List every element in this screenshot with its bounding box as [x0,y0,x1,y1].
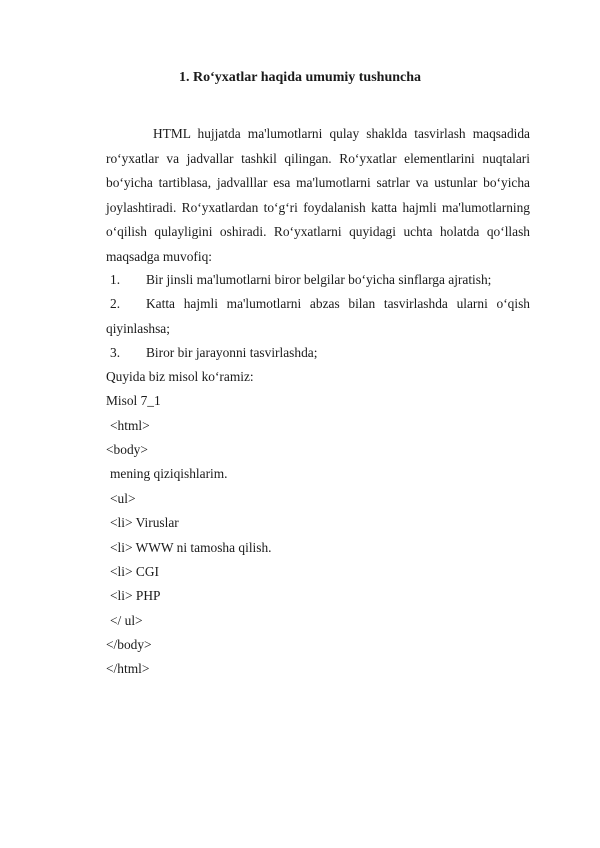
code-line: <html> [110,418,150,433]
list-item [106,268,530,293]
code-line: </html> [106,661,150,676]
code-line: mening qiziqishlarim. [110,466,228,481]
list-item-text: Bir jinsli ma'lumotlarni biror belgilar bo‘yicha sinflarga ajratish; [146,272,492,287]
code-line: <ul> [110,491,136,506]
code-line: <body> [106,442,148,457]
code-line: <li> PHP [110,588,161,603]
code-line: </ ul> [110,613,143,628]
intro-paragraph: HTML hujjatda ma'lumotlarni qulay shaklda tasvirlash maqsadida ro‘yxatlar va jadvallar tashkil qilingan. Ro‘yxatlar elementlarini nuqtalari bo‘yicha tartiblasa, jadvalllar esa ma'lumotlarni satrlar va ustunlar bo‘yicha joylashtiradi. Ro‘yxatlardan to‘g‘ri foydalanish katta hajmli ma'lumotlarning o‘qilish qulayligini oshiradi. Ro‘yxatlarni quyidagi uchta holatda qo‘llash maqsadga muvofiq: [106,126,530,264]
list-item-number: 1. [110,272,121,287]
list-item-text: Katta hajmli ma'lumotlarni abzas bilan tasvirlashda ularni o‘qish qiyinlashsa; [106,296,530,336]
list-item [106,341,530,366]
code-line: <li> CGI [110,564,159,579]
code-line: <li> Viruslar [110,515,179,530]
example-intro: Quyida biz misol ko‘ramiz: [106,369,254,384]
code-line: </body> [106,637,152,652]
example-label: Misol 7_1 [106,393,161,408]
code-line: <li> WWW ni tamosha qilish. [110,540,272,555]
list-item [106,292,530,341]
list-item-text: Biror bir jarayonni tasvirlashda; [146,345,318,360]
section-title: 1. Ro‘yxatlar haqida umumiy tushuncha [178,70,422,85]
list-item-number: 3. [110,345,121,360]
list-item-number: 2. [110,296,121,311]
